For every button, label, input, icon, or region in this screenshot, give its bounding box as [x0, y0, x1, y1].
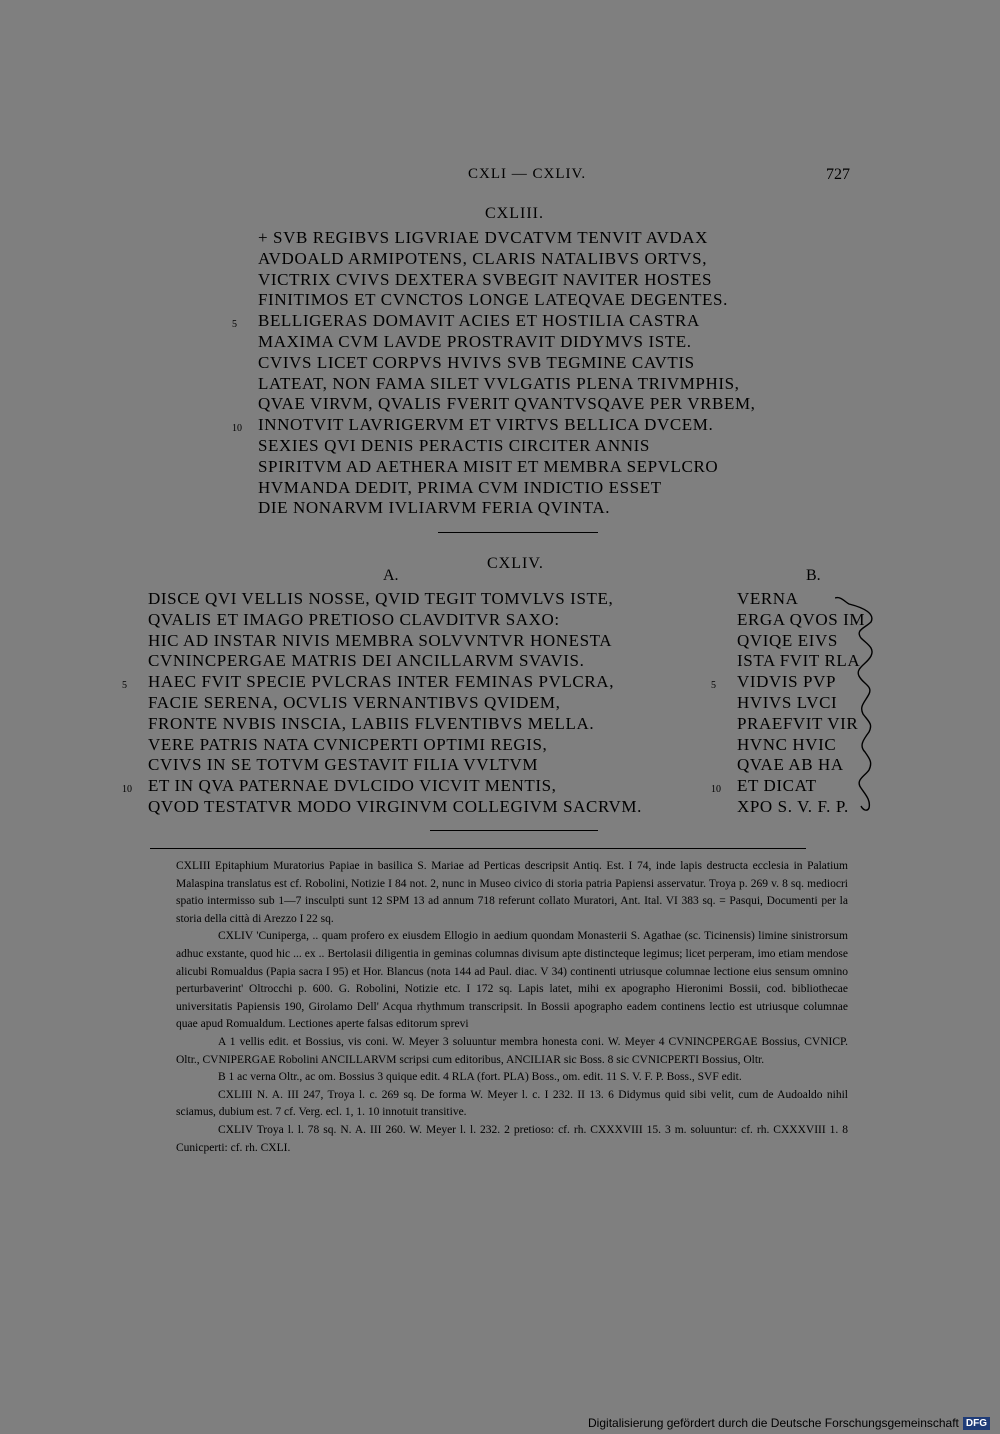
verse-line	[258, 332, 756, 353]
line-number: 5	[122, 680, 127, 692]
verse-text: AVDOALD ARMIPOTENS, CLARIS NATALIBVS ORTVS,	[258, 248, 708, 268]
section-divider	[438, 532, 598, 533]
note-paragraph: CXLIV Troya l. l. 78 sq. N. A. III 260. W. Meyer l. l. 232. 2 pretioso: cf. rh. CXXXVIII 15. 3 m. soluuntur: cf. rh. CXXXVIII 1. 8 Cunicperti: cf. rh. CXLI.	[176, 1123, 848, 1154]
line-number: 10	[711, 784, 721, 796]
verse-line	[232, 415, 756, 436]
section-divider-2	[430, 830, 598, 831]
verse-text: CVIVS IN SE TOTVM GESTAVIT FILIA VVLTVM	[148, 755, 539, 775]
verse-line	[258, 436, 756, 457]
verse-text: ERGA QVOS IM	[737, 609, 866, 629]
verse-text: DIE NONARVM IVLIARVM FERIA QVINTA.	[258, 498, 611, 518]
note-paragraph: CXLIII N. A. III 247, Troya l. c. 269 sq. De forma W. Meyer l. c. I 232. II 13. 6 Didymus quid sibi velit, cum de Audoaldo nihil sciamus, dubium est. 7 cf. Verg. ecl. 1, 1. 10 innotuit transitive.	[176, 1088, 848, 1119]
verse-text: SEXIES QVI DENIS PERACTIS CIRCITER ANNIS	[258, 435, 650, 455]
line-number: 5	[232, 319, 237, 331]
verse-text: CVIVS LICET CORPVS HVIVS SVB TEGMINE CAVTIS	[258, 352, 695, 372]
verse-text: DISCE QVI VELLIS NOSSE, QVID TEGIT TOMVLVS ISTE,	[148, 589, 614, 608]
verse-line	[232, 311, 756, 332]
verse-text: VIDVIS PVP	[737, 672, 837, 692]
poem-144-title: CXLIV.	[487, 555, 544, 572]
verse-line	[122, 776, 642, 797]
verse-line	[148, 755, 642, 776]
verse-text: FACIE SERENA, OCVLIS VERNANTIBVS QVIDEM,	[148, 692, 561, 712]
verse-line	[258, 478, 756, 499]
critical-apparatus	[176, 858, 848, 1157]
verse-text: VERNA	[737, 589, 799, 608]
verse-text: QVAE VIRVM, QVALIS FVERIT QVANTVSQAVE PER VRBEM,	[258, 394, 756, 414]
verse-text: FINITIMOS ET CVNCTOS LONGE LATEQVAE DEGENTES.	[258, 290, 728, 310]
verse-text: FRONTE NVBIS INSCIA, LABIIS FLVENTIBVS MELLA.	[148, 713, 595, 733]
verse-line	[148, 631, 642, 652]
footer-credit: Digitalisierung gefördert durch die Deutsche Forschungsgemeinschaft	[588, 1416, 959, 1430]
verse-line	[258, 374, 756, 395]
verse-text: CVNINCPERGAE MATRIS DEI ANCILLARVM SVAVIS.	[148, 651, 585, 671]
verse-text: QVOD TESTATVR MODO VIRGINVM COLLEGIVM SACRVM.	[148, 796, 643, 816]
verse-line	[258, 249, 756, 270]
verse-text: VICTRIX CVIVS DEXTERA SVBEGIT NAVITER HOSTES	[258, 269, 713, 289]
verse-line	[122, 672, 642, 693]
verse-line	[258, 270, 756, 291]
verse-text: + SVB REGIBVS LIGVRIAE DVCATVM TENVIT AVDAX	[258, 228, 709, 247]
verse-text: ISTA FVIT RLA	[737, 651, 861, 671]
notes-rule	[150, 848, 806, 849]
verse-text: ET IN QVA PATERNAE DVLCIDO VICVIT MENTIS,	[148, 776, 557, 796]
line-number: 10	[232, 423, 242, 435]
verse-line	[148, 714, 642, 735]
verse-text: QVALIS ET IMAGO PRETIOSO CLAVDITVR SAXO:	[148, 609, 560, 629]
verse-text: HAEC FVIT SPECIE PVLCRAS INTER FEMINAS PVLCRA,	[148, 672, 615, 692]
poem-143-title: CXLIII.	[485, 205, 544, 222]
dfg-logo: DFG	[963, 1417, 990, 1430]
verse-text: INNOTVIT LAVRIGERVM ET VIRTVS BELLICA DVCEM.	[258, 415, 714, 435]
column-b-label: B.	[806, 567, 821, 584]
verse-line	[258, 457, 756, 478]
verse-line	[258, 498, 756, 519]
verse-line	[258, 290, 756, 311]
column-b-fracture-line	[835, 590, 875, 820]
verse-text: HIC AD INSTAR NIVIS MEMBRA SOLVVNTVR HONESTA	[148, 630, 613, 650]
note-paragraph: CXLIII Epitaphium Muratorius Papiae in basilica S. Mariae ad Perticas descripsit Antiq. Est. I 74, inde lapis destructa ecclesia in Palatium Malaspina translatus est cf. Robolini, Notizie I 84 not. 2, nunc in Museo civico di storia patria Papiensi asservatur. Troya p. 269 v. 8 sq. mediocri spatio intermisso sub 1—7 insculpti sunt 12 SPM 13 ad annum 718 referunt collato Muratori, Ant. Ital. VI 383 sq. = Pasqui, Documenti per la storia della città di Arezzo I 22 sq.	[176, 860, 848, 925]
verse-text: PRAEFVIT VIR	[737, 713, 859, 733]
verse-text: ET DICAT	[737, 776, 817, 796]
page-number: 727	[826, 166, 850, 183]
verse-text: BELLIGERAS DOMAVIT ACIES ET HOSTILIA CASTRA	[258, 311, 700, 331]
verse-text: XPO S. V. F. P.	[737, 796, 849, 816]
column-a-label: A.	[383, 567, 399, 584]
line-number: 5	[711, 680, 716, 692]
verse-text: LATEAT, NON FAMA SILET VVLGATIS PLENA TRIVMPHIS,	[258, 373, 740, 393]
verse-text: QVAE AB HA	[737, 755, 844, 775]
verse-text: HVNC HVIC	[737, 734, 837, 754]
note-paragraph: B 1 ac verna Oltr., ac om. Bossius 3 quique edit. 4 RLA (fort. PLA) Boss., om. edit. 11 S. V. F. P. Boss., SVF edit.	[218, 1071, 742, 1084]
note-paragraph: CXLIV 'Cuniperga, .. quam profero ex eiusdem Ellogio in aedium quondam Monasterii S. Agathae (sc. Ticinensis) limine sinistrorsum adhuc exstante, quod hic ... ex .. Bertolasii diligentia in geminas columnas divisum apte distincteque legimus; licet perperam, imo etiam mendose alicubi Romualdus (Papia sacra I 95) et Hor. Blancus (nota 144 ad Paul. diac. V 34) continenti utriusque columnae lectione eius sensum omnino perturbaverint' Oltrocchi p. 600. G. Robolini, Notizie etc. I 172 sq. Lapis latet, mihi ex apographo Hieronimi Bossii, cod. bibliothecae universitatis Papiensis 190, Girolamo Dell' Acqua rhythmum transcripsit. In Bossii apographo eadem continens lectio est utriusque columnae quae apud Romualdum. Lectiones aperte falsas editorum sprevi	[176, 930, 848, 1031]
verse-line	[148, 610, 642, 631]
line-number: 10	[122, 784, 132, 796]
running-title: CXLI — CXLIV.	[468, 166, 587, 182]
note-paragraph: A 1 vellis edit. et Bossius, vis coni. W. Meyer 3 soluuntur membra honesta coni. W. Meyer 4 CVNINCPERGAE Bossius, CVNICP. Oltr., CVNIPERGAE Robolini ANCILLARVM scripsi cum editoribus, ANCILIAR sic Boss. 8 sic CVNICPERTI Bossius, Oltr.	[176, 1035, 848, 1066]
verse-line	[148, 693, 642, 714]
verse-line	[148, 797, 642, 818]
poem-143-text	[232, 228, 756, 519]
verse-line	[258, 353, 756, 374]
verse-text: MAXIMA CVM LAVDE PROSTRAVIT DIDYMVS ISTE.	[258, 331, 692, 351]
verse-line	[148, 735, 642, 756]
footer	[588, 1416, 990, 1430]
verse-line	[148, 651, 642, 672]
verse-text: HVIVS LVCI	[737, 692, 838, 712]
verse-line	[258, 228, 756, 249]
verse-text: HVMANDA DEDIT, PRIMA CVM INDICTIO ESSET	[258, 477, 662, 497]
verse-line	[148, 589, 642, 610]
verse-text: SPIRITVM AD AETHERA MISIT ET MEMBRA SEPVLCRO	[258, 456, 719, 476]
verse-text: QVIQE EIVS	[737, 630, 838, 650]
verse-line	[258, 394, 756, 415]
poem-144-column-a	[122, 589, 643, 818]
verse-text: VERE PATRIS NATA CVNICPERTI OPTIMI REGIS,	[148, 734, 548, 754]
